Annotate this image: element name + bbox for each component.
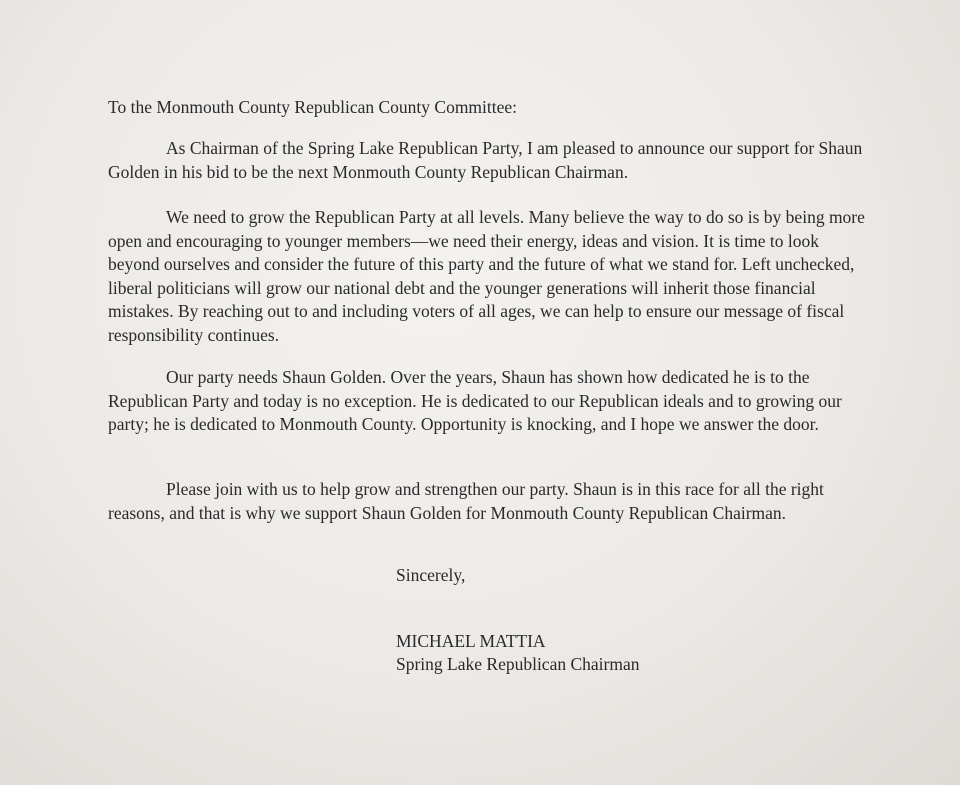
body-paragraph-2: We need to grow the Republican Party at all levels. Many believe the way to do so is by being more open and encouraging to younger members—we need their energy, ideas and vision. It is time to look beyond ourselves and consider the future of this party and the future of what we stand for. Left unchecked, liberal politicians will grow our national debt and the younger generations will inherit those financial mistakes. By reaching out to and including voters of all ages, we can help to ensure our message of fiscal responsibility continues.: [108, 207, 865, 345]
body-paragraph-4: Please join with us to help grow and strengthen our party. Shaun is in this race for all the right reasons, and that is why we support Shaun Golden for Monmouth County Republican Chairman.: [108, 479, 824, 523]
signer-title: Spring Lake Republican Chairman: [396, 654, 640, 674]
signer-name: MICHAEL MATTIA: [396, 631, 546, 651]
salutation: To the Monmouth County Republican County Committee:: [108, 97, 518, 117]
closing: Sincerely,: [396, 565, 466, 585]
body-paragraph-3: Our party needs Shaun Golden. Over the years, Shaun has shown how dedicated he is to the Republican Party and today is no exception. He is dedicated to our Republican ideals and to growing our party; he is dedicated to Monmouth County. Opportunity is knocking, and I hope we answer the door.: [108, 367, 842, 434]
body-paragraph-1: As Chairman of the Spring Lake Republican Party, I am pleased to announce our support for Shaun Golden in his bid to be the next Monmouth County Republican Chairman.: [108, 138, 863, 182]
